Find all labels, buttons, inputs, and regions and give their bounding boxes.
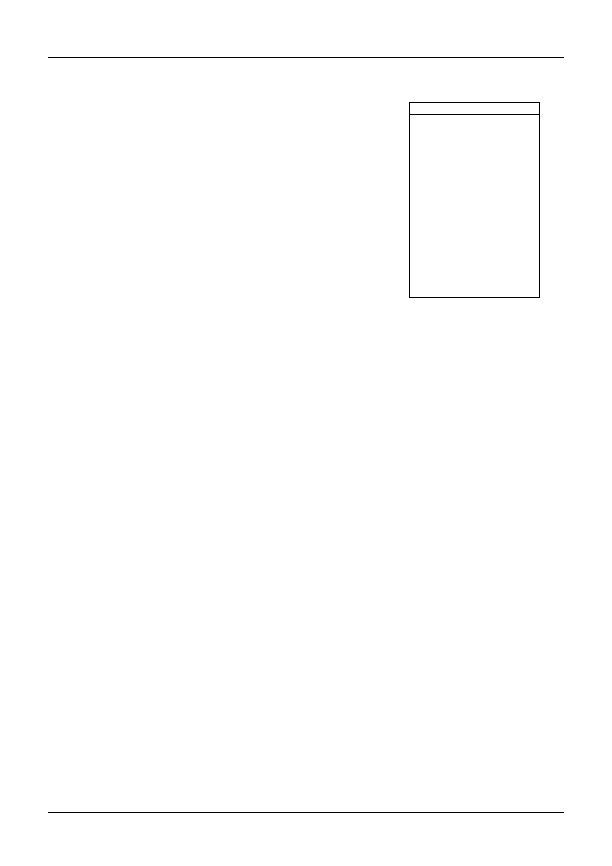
causes-title	[410, 103, 539, 115]
header-rule	[48, 57, 564, 58]
footer-rule	[48, 812, 564, 813]
causes-header	[409, 102, 540, 298]
